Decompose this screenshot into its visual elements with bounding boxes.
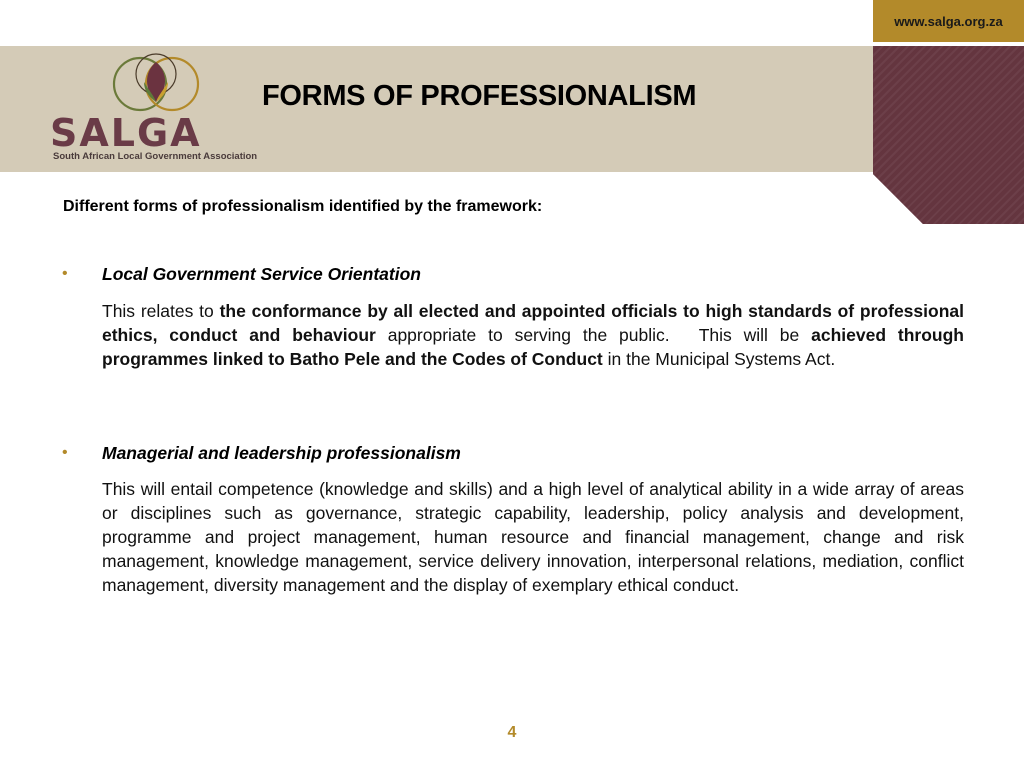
item-title-managerial-professionalism: Managerial and leadership professionalism xyxy=(102,443,461,463)
body-text: appropriate to serving the public. This will be xyxy=(375,325,812,345)
intro-text: Different forms of professionalism identified by the framework: xyxy=(63,198,543,215)
salga-logo xyxy=(50,52,260,164)
item-body-service-orientation xyxy=(102,299,964,371)
page-title: FORMS OF PROFESSIONALISM xyxy=(262,80,697,112)
website-url[interactable]: www.salga.org.za xyxy=(873,0,1024,42)
logo-subtitle: South African Local Government Association xyxy=(53,151,258,162)
item-title-service-orientation: Local Government Service Orientation xyxy=(102,264,421,284)
bullet-icon: • xyxy=(62,444,68,461)
corner-decoration xyxy=(873,46,1024,224)
bullet-icon: • xyxy=(62,265,68,282)
body-text: in the Municipal Systems Act. xyxy=(602,349,836,369)
page-number: 4 xyxy=(507,724,517,741)
body-bold-text: achieved through programmes linked to Batho Pele and the Codes of Conduct xyxy=(102,325,964,369)
body-bold-text: the conformance by all elected and appointed officials to high standards of professional ethics, conduct and behaviour xyxy=(102,301,964,345)
item-body-managerial-professionalism: This will entail competence (knowledge and skills) and a high level of analytical ability in a wide array of areas or disciplines such as governance, strategic capability, leadership, policy analysis and development, programme and project management, human resource and financial management, change and risk management, knowledge management, service delivery innovation, interpersonal relations, mediation, conflict management, diversity management and the display of exemplary ethical conduct. xyxy=(102,479,964,595)
logo-wordmark: SALGA xyxy=(50,111,202,155)
logo-circles-icon xyxy=(106,52,206,114)
body-text: This relates to xyxy=(102,301,220,321)
